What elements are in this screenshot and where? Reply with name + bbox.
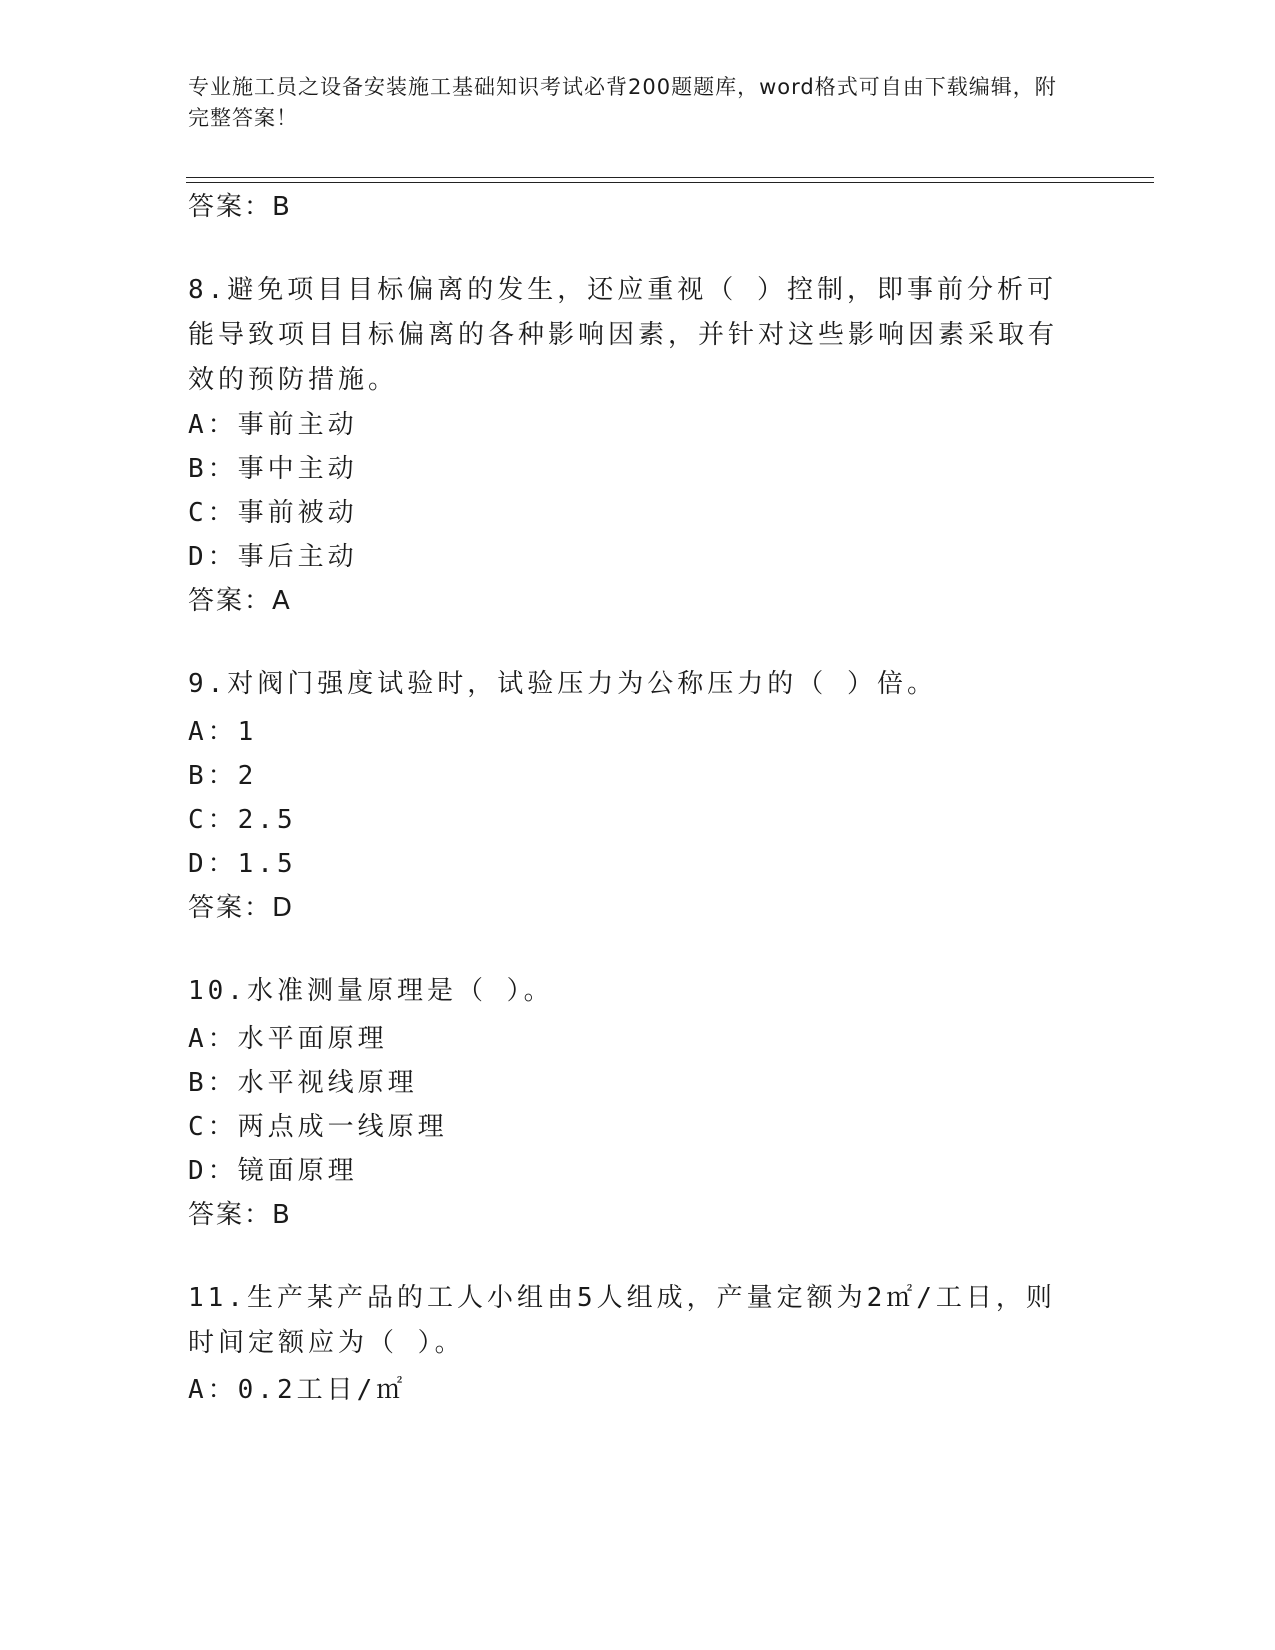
header-divider-top bbox=[186, 177, 1154, 178]
option-c: C：两点成一线原理 bbox=[188, 1112, 448, 1142]
question-9: 9.对阀门强度试验时，试验压力为公称压力的（ ）倍。 bbox=[188, 669, 937, 699]
question-10: 10.水准测量原理是（ ）。 bbox=[188, 976, 554, 1006]
option-a: A：水平面原理 bbox=[188, 1024, 388, 1054]
answer-line: 答案：A bbox=[188, 586, 292, 616]
option-a: A：1 bbox=[188, 717, 258, 747]
option-c: C：2.5 bbox=[188, 805, 297, 835]
option-b: B：2 bbox=[188, 761, 258, 791]
header-divider-bottom bbox=[186, 182, 1154, 183]
option-d: D：事后主动 bbox=[188, 542, 358, 572]
option-b: B：水平视线原理 bbox=[188, 1068, 418, 1098]
option-c: C：事前被动 bbox=[188, 498, 358, 528]
option-a: A：0.2工日/㎡ bbox=[188, 1375, 407, 1405]
answer-line: 答案：D bbox=[188, 893, 295, 923]
option-d: D：镜面原理 bbox=[188, 1156, 358, 1186]
answer-line: 答案：B bbox=[188, 1200, 292, 1230]
option-b: B：事中主动 bbox=[188, 454, 358, 484]
option-d: D：1.5 bbox=[188, 849, 297, 879]
question-8: 8.避免项目目标偏离的发生，还应重视（ ）控制，即事前分析可能导致项目目标偏离的各种影响因素，并针对这些影响因素采取有效的预防措施。 bbox=[188, 275, 1059, 395]
option-a: A：事前主动 bbox=[188, 410, 358, 440]
document-header: 专业施工员之设备安装施工基础知识考试必背200题题库，word格式可自由下载编辑，附完整答案！ bbox=[188, 75, 1057, 130]
answer-line: 答案：B bbox=[188, 192, 292, 222]
question-11: 11.生产某产品的工人小组由5人组成，产量定额为2㎡/工日，则时间定额应为（ ）。 bbox=[188, 1283, 1056, 1358]
